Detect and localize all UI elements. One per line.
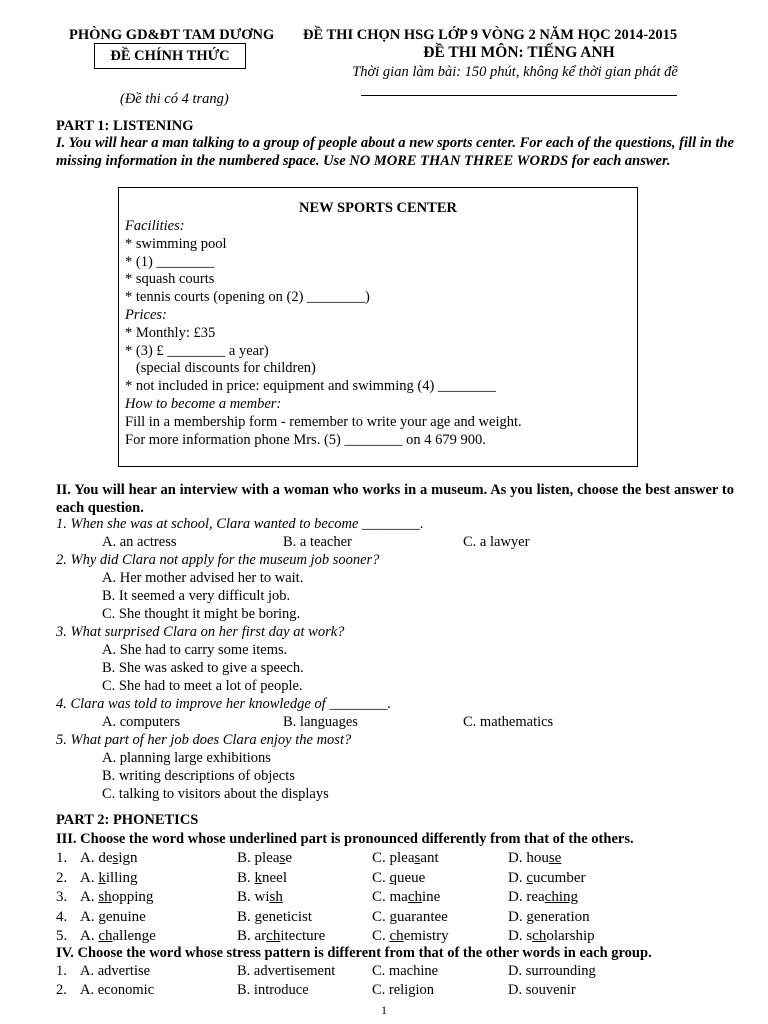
option-prefix: B. wi <box>237 889 270 905</box>
stress-option[interactable]: D. surrounding <box>508 963 596 979</box>
option-suffix: opping <box>111 889 154 905</box>
row-number: 2. <box>56 869 68 886</box>
sports-center-box <box>118 187 638 467</box>
answer-option[interactable]: C. She thought it might be boring. <box>102 606 301 622</box>
row-number: 5. <box>56 928 68 944</box>
underlined-part: ch <box>407 889 423 905</box>
answer-option[interactable]: A. Her mother advised her to wait. <box>102 570 304 586</box>
phonetic-option[interactable] <box>508 888 578 906</box>
answer-option[interactable]: C. talking to visitors about the displays <box>102 786 329 802</box>
part2-title: PART 2: PHONETICS <box>56 812 199 828</box>
underlined-part: k <box>254 869 263 886</box>
option-prefix: A. <box>80 869 99 886</box>
option-prefix: C. <box>372 928 390 944</box>
option-prefix: C. <box>372 908 390 925</box>
option-prefix: C. plea <box>372 850 415 866</box>
option-prefix: A. <box>80 928 99 944</box>
box-line: * tennis courts (opening on (2) ________) <box>125 289 370 306</box>
underlined-part: k <box>98 869 106 886</box>
option-suffix: ine <box>422 889 441 905</box>
option-prefix: A. <box>80 908 99 925</box>
phonetic-option[interactable] <box>508 849 561 867</box>
question-text: 2. Why did Clara not apply for the museum job sooner? <box>56 552 380 568</box>
option-prefix: B. plea <box>237 850 280 866</box>
box-line: (special discounts for children) <box>125 360 316 377</box>
option-suffix: ign <box>118 850 138 866</box>
phonetic-option[interactable] <box>237 888 283 906</box>
option-prefix: C. ma <box>372 889 408 905</box>
answer-option[interactable]: A. She had to carry some items. <box>102 642 288 658</box>
underlined-part: se <box>548 850 562 866</box>
exam-subject: ĐỀ THI MÔN: TIẾNG ANH <box>423 44 615 61</box>
option-suffix: ucumber <box>533 869 586 886</box>
row-number: 3. <box>56 889 68 905</box>
phonetic-option[interactable] <box>508 869 586 887</box>
stress-option[interactable]: D. souvenir <box>508 982 576 998</box>
underlined-part: s <box>279 850 286 866</box>
box-line: Facilities: <box>125 218 185 234</box>
option-prefix: B. ar <box>237 928 267 944</box>
option-prefix: B. <box>237 908 255 925</box>
option-suffix: uarantee <box>397 908 448 925</box>
box-line: * (3) £ ________ a year) <box>125 342 269 359</box>
option-suffix: neel <box>262 869 287 886</box>
phonetic-option[interactable] <box>237 869 287 887</box>
phonetic-option[interactable] <box>372 908 448 926</box>
underlined-part: ch <box>266 928 281 944</box>
box-line: Fill in a membership form - remember to write your age and weight. <box>125 413 522 430</box>
underlined-part: ch <box>98 928 113 944</box>
underlined-part: ch <box>532 928 547 944</box>
phonetic-option[interactable] <box>80 927 156 945</box>
phonetic-option[interactable] <box>80 869 138 887</box>
answer-option[interactable]: A. an actress <box>102 534 177 550</box>
option-suffix: eneration <box>533 908 590 925</box>
option-prefix: D. s <box>508 928 533 944</box>
underlined-part: sh <box>98 889 112 905</box>
option-prefix: A. de <box>80 850 113 866</box>
option-suffix: eneticist <box>262 908 312 925</box>
answer-option[interactable]: B. languages <box>283 714 358 730</box>
box-line: * squash courts <box>125 271 215 288</box>
option-suffix: illing <box>105 869 138 886</box>
phonetic-option[interactable] <box>372 927 449 945</box>
underlined-part: s <box>414 850 421 866</box>
option-suffix: enuine <box>105 908 146 925</box>
phonetic-option[interactable] <box>508 927 595 945</box>
question-text: 5. What part of her job does Clara enjoy the most? <box>56 732 352 748</box>
part1-title: PART 1: LISTENING <box>56 118 194 134</box>
underlined-part: c <box>526 869 534 886</box>
row-number: 2. <box>56 982 67 998</box>
option-prefix: D. hou <box>508 850 549 866</box>
section4-instruction: IV. Choose the word whose stress pattern is different from that of the other words in each group. <box>56 945 652 961</box>
option-suffix: ant <box>420 850 439 866</box>
option-suffix: emistry <box>403 928 449 944</box>
box-line: For more information phone Mrs. (5) ________ on 4 679 900. <box>125 431 486 448</box>
underlined-part: q <box>389 869 398 886</box>
phonetic-option[interactable] <box>237 908 312 926</box>
stress-option[interactable]: B. advertisement <box>237 963 336 979</box>
row-number: 1. <box>56 963 67 979</box>
phonetic-option[interactable] <box>508 908 590 926</box>
section2-instruction: II. You will hear an interview with a woman who works in a museum. As you listen, choose the best answer to each question. <box>56 482 734 516</box>
exam-title: ĐỀ THI CHỌN HSG LỚP 9 VÒNG 2 NĂM HỌC 2014-2015 <box>303 27 678 43</box>
answer-option[interactable]: B. It seemed a very difficult job. <box>102 588 291 604</box>
answer-option[interactable]: B. writing descriptions of objects <box>102 768 295 784</box>
page-number: 1 <box>381 1003 387 1017</box>
option-prefix: B. <box>237 869 255 886</box>
box-line: Prices: <box>125 307 167 323</box>
underlined-part: sh <box>269 889 283 905</box>
header-divider <box>361 95 677 96</box>
option-prefix: A. <box>80 889 99 905</box>
section1-instruction: I. You will hear a man talking to a group of people about a new sports center. For each of the questions, fill in the missing information in the numbered space. Use NO MORE THAN THREE WORDS for each answer. <box>56 135 734 169</box>
stress-option[interactable]: C. machine <box>372 963 439 979</box>
phonetic-option[interactable] <box>80 849 138 867</box>
underlined-part: g <box>254 908 263 925</box>
stress-option[interactable]: A. economic <box>80 982 155 998</box>
answer-option[interactable]: A. computers <box>102 714 181 730</box>
answer-option[interactable]: B. She was asked to give a speech. <box>102 660 304 676</box>
underlined-part: g <box>389 908 398 925</box>
pages-note: (Đề thi có 4 trang) <box>120 91 229 107</box>
underlined-part: g <box>98 908 106 925</box>
option-suffix: ueue <box>397 869 426 886</box>
option-suffix: e <box>285 850 293 866</box>
answer-option[interactable]: A. planning large exhibitions <box>102 750 271 766</box>
answer-option[interactable]: C. mathematics <box>463 714 554 730</box>
row-number: 1. <box>56 850 68 866</box>
official-label: ĐỀ CHÍNH THỨC <box>94 43 246 69</box>
stress-option[interactable]: B. introduce <box>237 982 309 998</box>
exam-time: Thời gian làm bài: 150 phút, không kể thời gian phát đề <box>352 64 678 80</box>
phonetic-option[interactable] <box>372 849 439 867</box>
option-prefix: D. <box>508 869 527 886</box>
option-suffix: itecture <box>280 928 326 944</box>
box-line: How to become a member: <box>125 396 282 412</box>
underlined-part: g <box>526 908 534 925</box>
option-prefix: D. rea <box>508 889 545 905</box>
question-text: 3. What surprised Clara on her first day at work? <box>56 624 345 640</box>
underlined-part: s <box>112 850 119 866</box>
option-suffix: olarship <box>546 928 595 944</box>
answer-option[interactable]: C. a lawyer <box>463 534 530 550</box>
box-line: * (1) ________ <box>125 253 215 270</box>
phonetic-option[interactable] <box>372 888 440 906</box>
stress-option[interactable]: C. religion <box>372 982 435 998</box>
box-line: * not included in price: equipment and swimming (4) ________ <box>125 378 496 395</box>
section3-instruction: III. Choose the word whose underlined part is pronounced differently from that of the others. <box>56 831 634 847</box>
option-prefix: C. <box>372 869 390 886</box>
row-number: 4. <box>56 908 68 925</box>
answer-option[interactable]: B. a teacher <box>283 534 352 550</box>
phonetic-option[interactable] <box>237 927 325 945</box>
phonetic-option[interactable] <box>237 849 292 867</box>
option-suffix: allenge <box>112 928 156 944</box>
option-prefix: D. <box>508 908 527 925</box>
underlined-part: ching <box>544 889 578 905</box>
answer-option[interactable]: C. She had to meet a lot of people. <box>102 678 303 694</box>
stress-option[interactable]: A. advertise <box>80 963 151 979</box>
phonetic-option[interactable] <box>80 908 146 926</box>
box-line: * swimming pool <box>125 235 227 252</box>
department-name: PHÒNG GD&ĐT TAM DƯƠNG <box>69 27 275 43</box>
question-text: 4. Clara was told to improve her knowledge of ________. <box>56 696 391 712</box>
phonetic-option[interactable] <box>372 869 425 887</box>
box-line: * Monthly: £35 <box>125 324 216 341</box>
underlined-part: ch <box>389 928 404 944</box>
phonetic-option[interactable] <box>80 888 153 906</box>
question-text: 1. When she was at school, Clara wanted to become ________. <box>56 516 424 532</box>
box-title: NEW SPORTS CENTER <box>299 200 457 216</box>
